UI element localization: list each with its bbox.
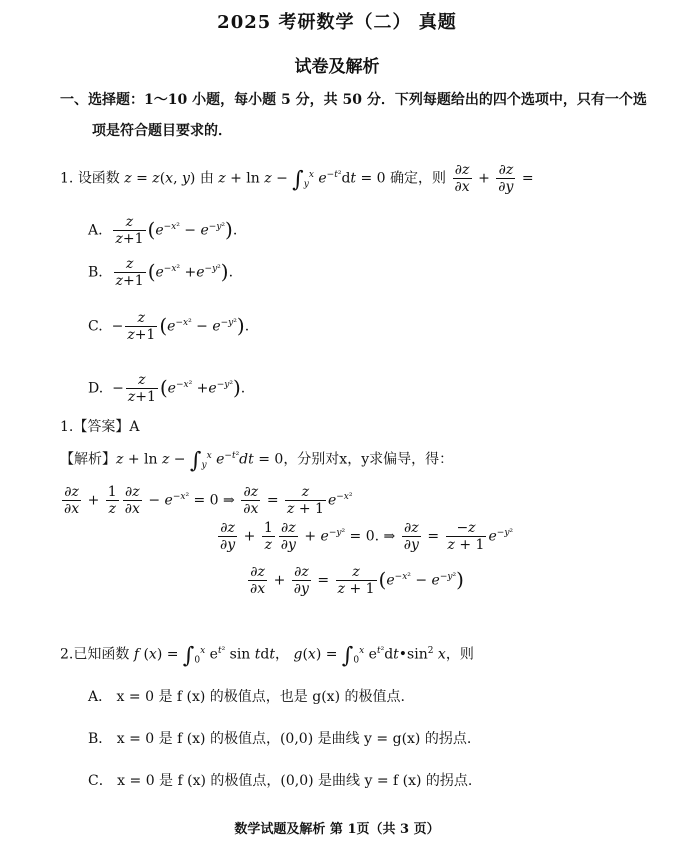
question-1-answer: 1.【答案】A [60, 419, 140, 435]
page-subtitle: 试卷及解析 [294, 57, 380, 77]
derivation-x: $\frac{\partial z}{\partial x}$ + $\frac{1}{z}$ $\frac{\partial z}{\partial x}$ − $e^{-x^2} = 0$ ⇒ $\frac{\partial z}{\partial x}$ = $\frac{z}{z + 1}$ $e^{-x^2}$ [64, 484, 353, 517]
question-1-stem: 1. 设函数 z = z(x, y) 由 $z + \ln z - \int_y^x$ $e^{-t^2}dt = 0$ 确定，则 $\frac{\partial z}{\partial x}$ + $\frac{\partial z}{\partial y}$ = [60, 162, 534, 195]
question-1-number: 1. [60, 170, 74, 187]
page-title: 2025 考研数学（二） 真题 [217, 12, 457, 33]
question-2-number: 2.已知函数 [60, 646, 130, 663]
question-1-analysis: 【解析】$z + \ln z - \int_y^x$ $e^{-t^2}dt = 0$，分别对x，y求偏导，得： [60, 448, 454, 474]
analysis-suffix: ，分别对x，y求偏导，得： [283, 451, 454, 468]
question-1-mid1: 由 [199, 170, 214, 187]
question-2-stem: 2.已知函数 f $(x) = \int_0^x$ $e^{t^2}$ sin tdt， $g(x) = \int_0^x$ $e^{t^2}dt•\sin^2$ x，则 [60, 643, 474, 669]
option-a: A. $\frac{z}{z+1}$ $(e^{-x^2} - e^{-y^2})$. [88, 214, 238, 247]
question-1-prefix: 设函数 [77, 170, 120, 187]
derivation-sum: $\frac{\partial z}{\partial x}$ + $\frac{\partial z}{\partial y}$ = $\frac{z}{z + 1}$ $(e^{-x^2} - e^{-y^2})$ [250, 564, 464, 597]
derivation-y: $\frac{\partial z}{\partial y}$ + $\frac{1}{z}$ $\frac{\partial z}{\partial y}$ + $e^{-y^2} = 0$. ⇒ $\frac{\partial z}{\partial y}$ = $\frac{-z}{z + 1}$ $e^{-y^2}$ [220, 520, 514, 553]
section-heading-line1: 一、选择题：1～10 小题，每小题 5 分，共 50 分．下列每题给出的四个选项中，只有一个选 [60, 92, 647, 108]
page-footer: 数学试题及解析 第 1页（共 3 页） [234, 822, 440, 837]
question-2-option-a: A． x = 0 是 f (x) 的极值点，也是 g(x) 的极值点. [88, 689, 405, 705]
option-d: D. − $\frac{z}{z+1}$ $(e^{-x^2} +e^{-y^2})$. [88, 372, 246, 405]
option-c: C. − $\frac{z}{z+1}$ $(e^{-x^2} - e^{-y^2})$. [88, 310, 250, 343]
question-2-option-b: B． x = 0 是 f (x) 的极值点，(0,0) 是曲线 y = g(x) 的拐点. [88, 731, 472, 747]
analysis-label: 【解析】 [60, 451, 116, 468]
option-b: B. $\frac{z}{z+1}$ $(e^{-x^2} +e^{-y^2})$. [88, 256, 234, 289]
question-1-mid2: 确定，则 [390, 170, 447, 187]
question-2-option-c: C． x = 0 是 f (x) 的极值点，(0,0) 是曲线 y = f (x) 的拐点. [88, 773, 473, 789]
section-heading-line2: 项是符合题目要求的． [92, 123, 232, 139]
